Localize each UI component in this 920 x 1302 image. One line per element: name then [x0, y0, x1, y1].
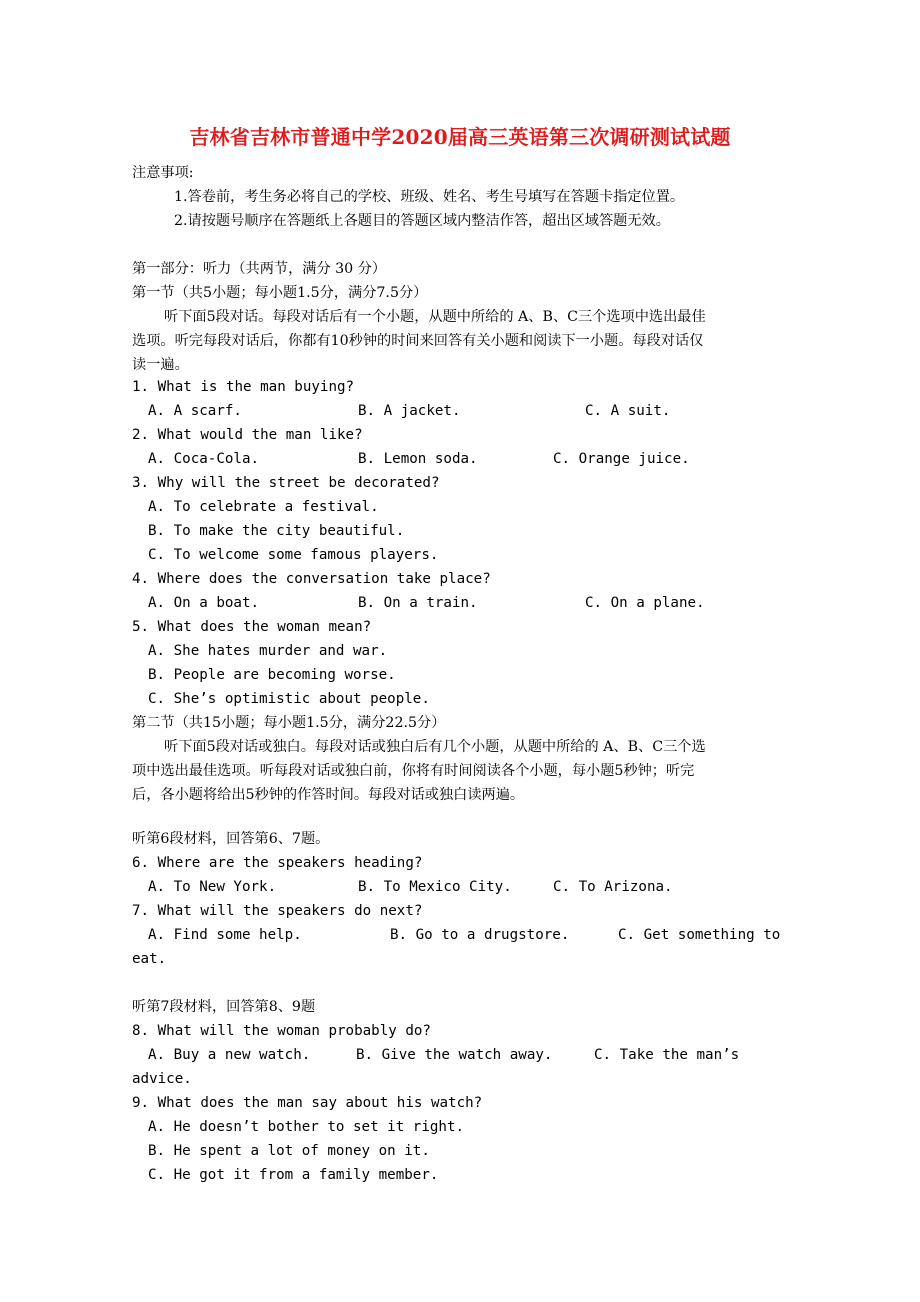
question-3-option-b: B. To make the city beautiful. — [148, 523, 405, 539]
section1-instr-line2: 选项。听完每段对话后，你都有10秒钟的时间来回答有关小题和阅读下一小题。每段对话仅 — [132, 333, 704, 349]
part1-heading: 第一部分：听力（共两节，满分 30 分） — [132, 261, 387, 277]
question-6-option-c: C. To Arizona. — [553, 879, 673, 895]
question-6-stem: 6. Where are the speakers heading? — [132, 855, 423, 871]
question-7-option-c: C. Get something to — [618, 927, 781, 943]
section2-heading: 第二节（共15小题；每小题1.5分，满分22.5分） — [132, 715, 446, 731]
material-7-heading: 听第7段材料，回答第8、9题 — [132, 999, 316, 1015]
question-9-option-b: B. He spent a lot of money on it. — [148, 1143, 430, 1159]
question-5-option-a: A. She hates murder and war. — [148, 643, 388, 659]
question-2-option-b: B. Lemon soda. — [358, 451, 478, 467]
question-6-option-b: B. To Mexico City. — [358, 879, 512, 895]
question-8-option-c-continued: advice. — [132, 1071, 192, 1087]
section1-instr-line1: 听下面5段对话。每段对话后有一个小题，从题中所给的 A、B、C三个选项中选出最佳 — [164, 309, 706, 325]
question-1-option-a: A. A scarf. — [148, 403, 242, 419]
question-6-option-a: A. To New York. — [148, 879, 277, 895]
question-9-stem: 9. What does the man say about his watch? — [132, 1095, 483, 1111]
question-3-option-c: C. To welcome some famous players. — [148, 547, 439, 563]
question-4-option-b: B. On a train. — [358, 595, 478, 611]
notice-heading: 注意事项: — [132, 165, 194, 181]
question-5-option-c: C. She’s optimistic about people. — [148, 691, 430, 707]
question-7-stem: 7. What will the speakers do next? — [132, 903, 423, 919]
question-8-option-c: C. Take the man’s — [594, 1047, 740, 1063]
section2-instr-line2: 项中选出最佳选项。听每段对话或独白前，你将有时间阅读各个小题，每小题5秒钟；听完 — [132, 763, 695, 779]
question-3-option-a: A. To celebrate a festival. — [148, 499, 379, 515]
question-4-option-c: C. On a plane. — [585, 595, 705, 611]
question-1-stem: 1. What is the man buying? — [132, 379, 355, 395]
page-title: 吉林省吉林市普通中学2020届高三英语第三次调研测试试题 — [189, 125, 731, 149]
question-7-option-a: A. Find some help. — [148, 927, 302, 943]
material-6-heading: 听第6段材料，回答第6、7题。 — [132, 831, 330, 847]
question-9-option-c: C. He got it from a family member. — [148, 1167, 439, 1183]
question-1-option-c: C. A suit. — [585, 403, 671, 419]
notice-item-2: 2.请按题号顺序在答题纸上各题目的答题区域内整洁作答，超出区域答题无效。 — [174, 213, 670, 229]
question-4-stem: 4. Where does the conversation take place? — [132, 571, 491, 587]
question-1-option-b: B. A jacket. — [358, 403, 461, 419]
question-4-option-a: A. On a boat. — [148, 595, 260, 611]
section1-instr-line3: 读一遍。 — [132, 357, 189, 373]
question-8-option-a: A. Buy a new watch. — [148, 1047, 311, 1063]
section1-heading: 第一节（共5小题；每小题1.5分，满分7.5分） — [132, 285, 428, 301]
question-5-stem: 5. What does the woman mean? — [132, 619, 372, 635]
section2-instr-line1: 听下面5段对话或独白。每段对话或独白后有几个小题，从题中所给的 A、B、C三个选 — [164, 739, 706, 755]
question-9-option-a: A. He doesn’t bother to set it right. — [148, 1119, 465, 1135]
question-3-stem: 3. Why will the street be decorated? — [132, 475, 440, 491]
question-5-option-b: B. People are becoming worse. — [148, 667, 396, 683]
question-2-option-c: C. Orange juice. — [553, 451, 690, 467]
question-2-option-a: A. Coca-Cola. — [148, 451, 260, 467]
question-8-option-b: B. Give the watch away. — [356, 1047, 553, 1063]
question-7-option-b: B. Go to a drugstore. — [390, 927, 570, 943]
question-7-option-c-continued: eat. — [132, 951, 167, 967]
section2-instr-line3: 后，各小题将给出5秒钟的作答时间。每段对话或独白读两遍。 — [132, 787, 525, 803]
notice-item-1: 1.答卷前，考生务必将自己的学校、班级、姓名、考生号填写在答题卡指定位置。 — [174, 189, 685, 205]
question-8-stem: 8. What will the woman probably do? — [132, 1023, 431, 1039]
question-2-stem: 2. What would the man like? — [132, 427, 363, 443]
